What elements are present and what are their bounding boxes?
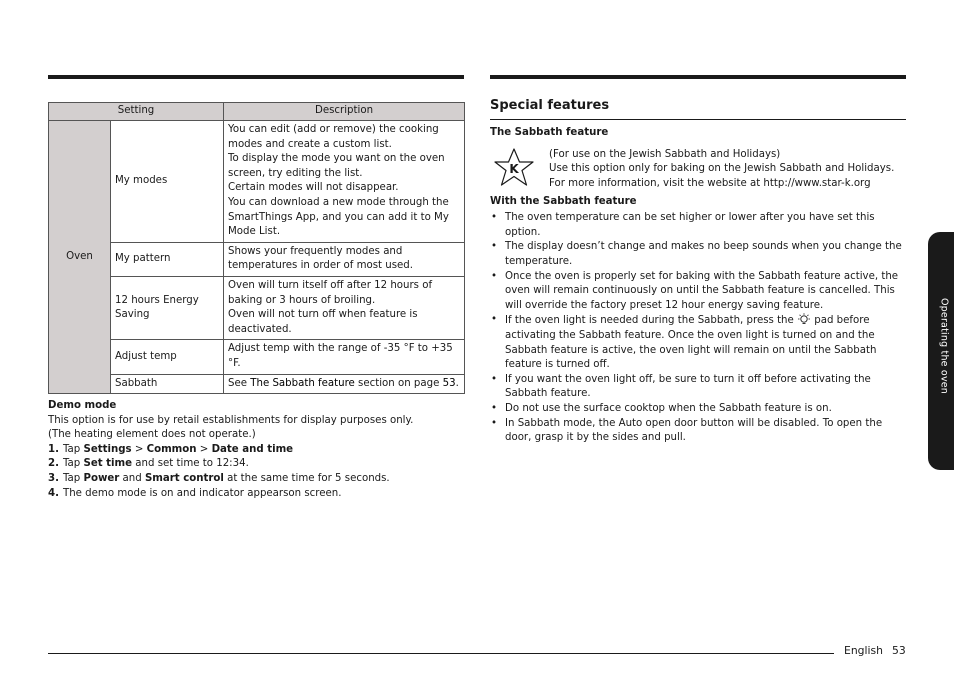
text-period: .	[455, 377, 459, 389]
sabbath-bullets	[490, 211, 906, 446]
table-row	[49, 276, 465, 339]
description-line: Oven will not turn off when feature is deactivated.	[228, 309, 418, 335]
demo-text: (The heating element does not operate.)	[48, 429, 256, 441]
step-text: >	[196, 443, 212, 455]
sabbath-section-link[interactable]: The Sabbath feature	[250, 377, 355, 389]
setting-name: Adjust temp	[111, 340, 224, 374]
setting-description	[224, 242, 465, 276]
step-text: and	[119, 472, 145, 484]
table-row	[49, 242, 465, 276]
page-reference[interactable]: 53	[442, 377, 456, 389]
setting-name: My modes	[111, 121, 224, 243]
bullet-text: If the oven light is needed during the Sabbath, press the	[505, 315, 798, 327]
with-sabbath-heading: With the Sabbath feature	[490, 195, 637, 207]
description-line: Oven will turn itself off after 12 hours of baking or 3 hours of broiling.	[228, 279, 433, 306]
list-item: • Once the oven is properly set for baking with the Sabbath feature active, the oven will remain continuously on until the Sabbath feature is cancelled. This will override the factory preset 12 hour energy saving feature.	[491, 270, 899, 311]
table-row	[49, 121, 465, 243]
special-features-section	[490, 97, 906, 446]
page-number: 53	[892, 644, 906, 657]
demo-mode-heading: Demo mode	[48, 400, 117, 411]
setting-description	[224, 276, 465, 339]
demo-step	[48, 487, 464, 502]
text-see: See	[228, 377, 251, 389]
bullet-text: If you want the oven light off, be sure to turn it off before activating the Sabbath feature.	[505, 373, 871, 400]
footer-language: English	[844, 644, 883, 657]
text-section-on-page: section on page	[354, 377, 443, 389]
list-item: • In Sabbath mode, the Auto open door button will be disabled. To open the door, grasp it by the sides and pull.	[491, 417, 883, 444]
category-oven: Oven	[49, 121, 111, 394]
description-line: To display the mode you want on the oven screen, try editing the list.	[228, 153, 445, 179]
settings-table	[48, 102, 465, 394]
bullet-text: In Sabbath mode, the Auto open door button will be disabled. To open the door, grasp it by the sides and pull.	[505, 417, 883, 444]
step-number: 1.	[48, 443, 59, 455]
step-number: 3.	[48, 472, 59, 484]
header-description: Description	[224, 103, 465, 121]
demo-steps	[48, 443, 464, 501]
table-header-row	[49, 103, 465, 121]
setting-name: Sabbath	[111, 374, 224, 394]
demo-step	[48, 472, 464, 487]
bullet-text: Do not use the surface cooktop when the Sabbath feature is on.	[505, 402, 832, 414]
setting-description	[224, 340, 465, 374]
demo-mode-section	[48, 399, 464, 501]
step-keyword: Power	[83, 472, 120, 484]
description-line: You can download a new mode through the SmartThings App, and you can add it to My Mode List.	[228, 196, 449, 238]
star-k-line: (For use on the Jewish Sabbath and Holidays)	[549, 148, 781, 160]
table-row	[49, 340, 465, 374]
step-text: The demo mode is on and indicator appearson screen.	[63, 487, 342, 499]
table-row	[49, 374, 465, 394]
bullet-text: The display doesn’t change and makes no beep sounds when you change the temperature.	[505, 241, 902, 267]
demo-text: This option is for use by retail establishments for display purposes only.	[48, 414, 414, 426]
list-item: • If you want the oven light off, be sure to turn it off before activating the Sabbath feature.	[491, 373, 871, 400]
star-k-icon	[492, 147, 536, 189]
light-bulb-icon	[797, 313, 811, 326]
list-item: • The oven temperature can be set higher or lower after you have set this option.	[491, 212, 875, 238]
bullet-text: pad before activating the Sabbath feature. Once the oven light is turned on and the Sabbath feature is active, the oven light will remain on until the Sabbath feature is turned off.	[505, 315, 877, 371]
header-setting: Setting	[49, 103, 224, 121]
star-k-letter: K	[509, 161, 519, 176]
sabbath-feature-heading: The Sabbath feature	[490, 127, 609, 138]
footer-rule	[48, 653, 834, 654]
demo-step	[48, 443, 464, 458]
special-features-title: Special features	[490, 97, 906, 120]
step-keyword: Common	[146, 443, 197, 455]
bullet-text: Once the oven is properly set for baking with the Sabbath feature active, the oven will remain continuously on until the Sabbath feature is cancelled. This will override the factory preset 12 hour energy saving feature.	[505, 270, 899, 311]
demo-step	[48, 457, 464, 472]
step-text: Tap	[63, 443, 84, 455]
step-text: at the same time for 5 seconds.	[223, 472, 390, 484]
setting-name: My pattern	[111, 242, 224, 276]
step-text: Tap	[63, 458, 84, 470]
step-text: Tap	[63, 472, 84, 484]
description-line: Adjust temp with the range of -35 °F to +35 °F.	[228, 343, 453, 369]
star-k-line: Use this option only for baking on the Jewish Sabbath and Holidays.	[549, 163, 895, 175]
bullet-text: The oven temperature can be set higher or lower after you have set this option.	[505, 212, 875, 238]
description-line: Shows your frequently modes and temperatures in order of most used.	[228, 245, 414, 272]
description-line: You can edit (add or remove) the cooking modes and create a custom list.	[228, 124, 439, 150]
list-item: • If the oven light is needed during the Sabbath, press the pad before activating the Sabbath feature. Once the oven light is turned on and the Sabbath feature is active, the oven light will remain on until the Sabbath feature is turned off.	[491, 314, 877, 371]
step-text: and set time to 12:34.	[132, 458, 249, 470]
star-k-note	[490, 147, 906, 195]
top-rule-right	[490, 75, 906, 79]
list-item: • The display doesn’t change and makes no beep sounds when you change the temperature.	[491, 241, 902, 267]
step-text: >	[131, 443, 147, 455]
step-number: 2.	[48, 458, 59, 470]
top-rule-left	[48, 75, 464, 79]
page-footer	[844, 644, 906, 659]
step-keyword: Smart control	[144, 472, 224, 484]
step-number: 4.	[48, 487, 59, 499]
step-keyword: Settings	[83, 443, 132, 455]
chapter-side-tab	[928, 232, 954, 470]
list-item: • Do not use the surface cooktop when the Sabbath feature is on.	[491, 402, 832, 414]
chapter-label: Operating the oven	[938, 298, 950, 395]
star-k-line: For more information, visit the website at http://www.star-k.org	[549, 177, 871, 189]
setting-name: 12 hours Energy Saving	[111, 276, 224, 339]
step-keyword: Set time	[83, 458, 133, 470]
setting-description	[224, 121, 465, 243]
step-keyword: Date and time	[211, 443, 294, 455]
setting-description	[224, 374, 465, 394]
description-line: Certain modes will not disappear.	[228, 182, 399, 194]
star-k-text	[549, 148, 909, 192]
